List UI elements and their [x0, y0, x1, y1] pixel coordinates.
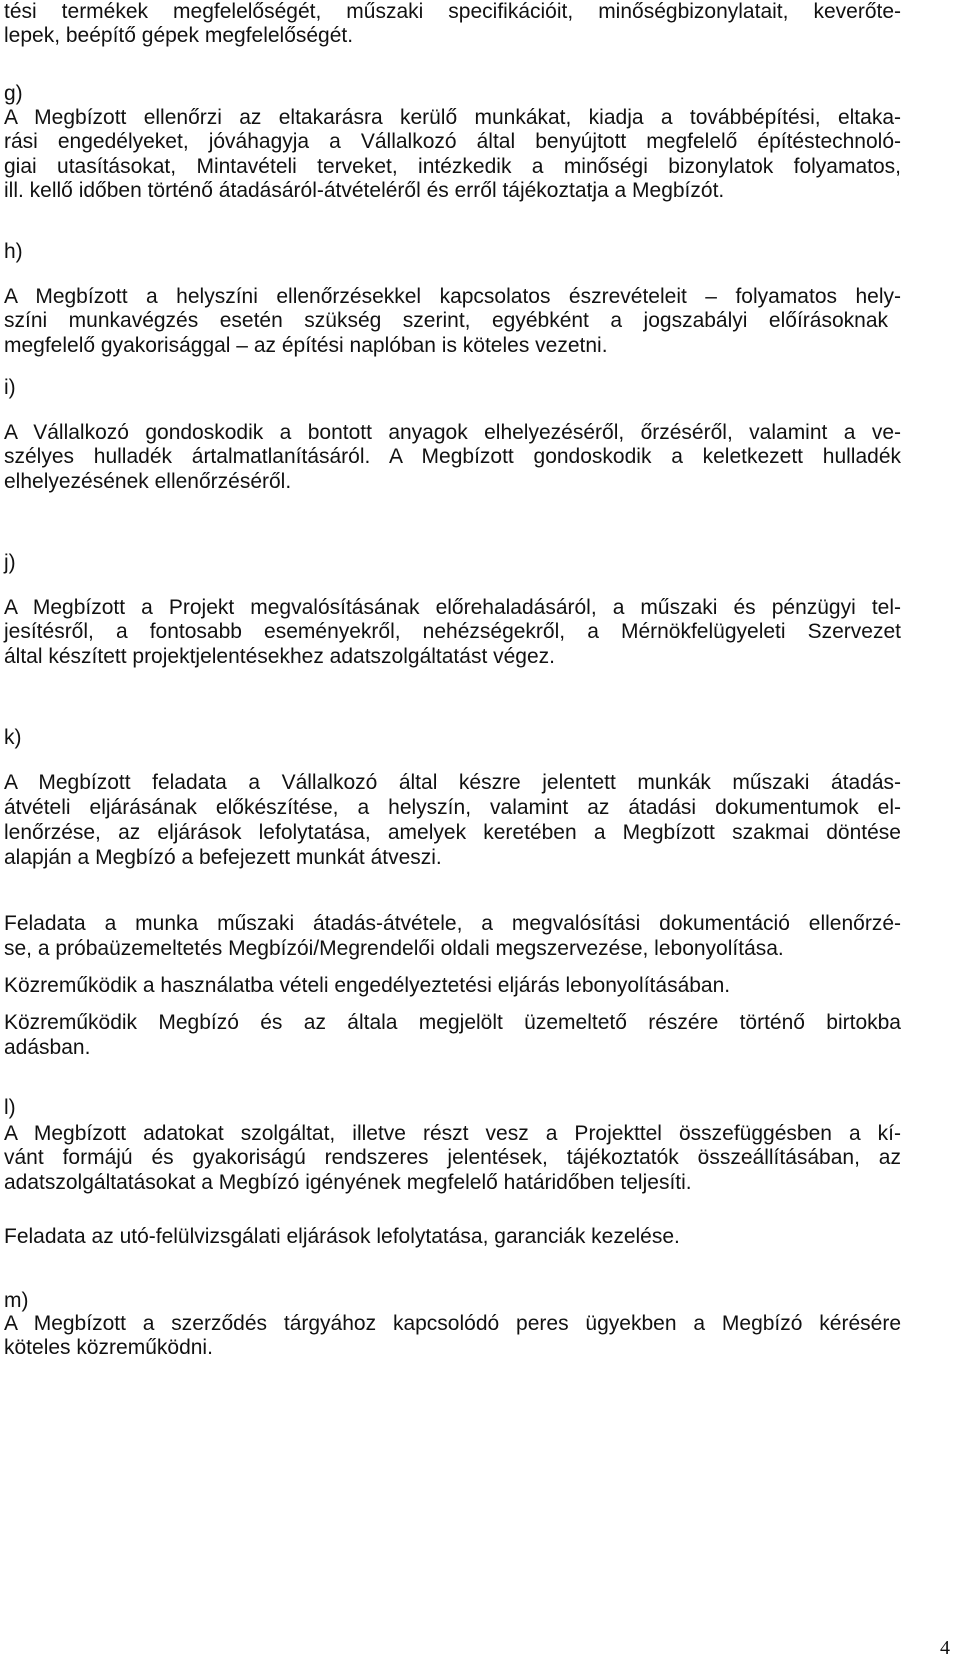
section-i-line-2: szélyes hulladék ártalmatlanításáról. A Megbízott gondoskodik a keletkezett hulladék	[4, 445, 901, 468]
section-h-line-3: megfelelő gyakorisággal – az építési naplóban is köteles vezetni.	[4, 334, 608, 357]
intro-line-2: lepek, beépítő gépek megfelelőségét.	[4, 24, 354, 47]
task-4-line-1: Feladata az utó-felülvizsgálati eljárások lefolytatása, garanciák kezelése.	[4, 1225, 680, 1248]
section-l-line-1: A Megbízott adatokat szolgáltat, illetve részt vesz a Projekttel összefüggésben a kí-	[4, 1122, 901, 1145]
section-k-line-1: A Megbízott feladata a Vállalkozó által készre jelentett munkák műszaki átadás-	[4, 771, 901, 794]
section-k-line-4: alapján a Megbízó a befejezett munkát átveszi.	[4, 846, 442, 869]
section-j-line-2: jesítésről, a fontosabb eseményekről, nehézségekről, a Mérnökfelügyeleti Szervezet	[4, 620, 901, 643]
section-j-line-1: A Megbízott a Projekt megvalósításának előrehaladásáról, a műszaki és pénzügyi tel-	[4, 596, 901, 619]
section-g-line-3: giai utasításokat, Mintavételi terveket, intézkedik a minőségi bizonylatok folyamatos,	[4, 155, 901, 178]
task-3-line-2: adásban.	[4, 1036, 91, 1059]
section-j-label: j)	[4, 551, 16, 574]
section-h-label: h)	[4, 240, 23, 263]
section-l-label: l)	[4, 1096, 16, 1119]
section-g-label: g)	[4, 82, 23, 105]
intro-line-1: tési termékek megfelelőségét, műszaki specifikációit, minőségbizonylatait, keverőte-	[4, 0, 901, 23]
section-k-label: k)	[4, 726, 22, 749]
section-g-line-1: A Megbízott ellenőrzi az eltakarásra kerülő munkákat, kiadja a továbbépítési, eltaka-	[4, 106, 901, 129]
task-3-line-1: Közreműködik Megbízó és az általa megjelölt üzemeltető részére történő birtokba	[4, 1011, 901, 1034]
section-l-line-3: adatszolgáltatásokat a Megbízó igényének megfelelő határidőben teljesíti.	[4, 1171, 692, 1194]
section-k-line-2: átvételi eljárásának előkészítése, a helyszín, valamint az átadási dokumentumok el-	[4, 796, 901, 819]
section-i-line-1: A Vállalkozó gondoskodik a bontott anyagok elhelyezéséről, őrzéséről, valamint a ve-	[4, 421, 901, 444]
section-i-label: i)	[4, 376, 16, 399]
task-1-line-1: Feladata a munka műszaki átadás-átvétele, a megvalósítási dokumentáció ellenőrzé-	[4, 912, 901, 935]
section-k-line-3: lenőrzése, az eljárások lefolytatása, amelyek keretében a Megbízott szakmai döntése	[4, 821, 901, 844]
section-g-line-2: rási engedélyeket, jóváhagyja a Vállalkozó által benyújtott megfelelő építéstechnoló-	[4, 130, 901, 153]
page-number: 4	[940, 1637, 950, 1659]
section-m-label: m)	[4, 1289, 29, 1312]
task-2-line-1: Közreműködik a használatba vételi engedélyeztetési eljárás lebonyolításában.	[4, 974, 731, 997]
section-l-line-2: vánt formájú és gyakoriságú rendszeres jelentések, tájékoztatók összeállításában, az	[4, 1146, 901, 1169]
section-m-line-2: köteles közreműködni.	[4, 1336, 213, 1359]
section-h-line-2: színi munkavégzés esetén szükség szerint, egyébként a jogszabályi előírásoknak	[4, 309, 888, 332]
section-i-line-3: elhelyezésének ellenőrzéséről.	[4, 470, 292, 493]
section-g-line-4: ill. kellő időben történő átadásáról-átvételéről és erről tájékoztatja a Megbízót.	[4, 179, 725, 202]
task-1-line-2: se, a próbaüzemeltetés Megbízói/Megrendelői oldali megszervezése, lebonyolítása.	[4, 937, 784, 960]
section-m-line-1: A Megbízott a szerződés tárgyához kapcsolódó peres ügyekben a Megbízó kérésére	[4, 1312, 901, 1335]
section-h-line-1: A Megbízott a helyszíni ellenőrzésekkel kapcsolatos észrevételeit – folyamatos hely-	[4, 285, 901, 308]
section-j-line-3: által készített projektjelentésekhez adatszolgáltatást végez.	[4, 645, 555, 668]
